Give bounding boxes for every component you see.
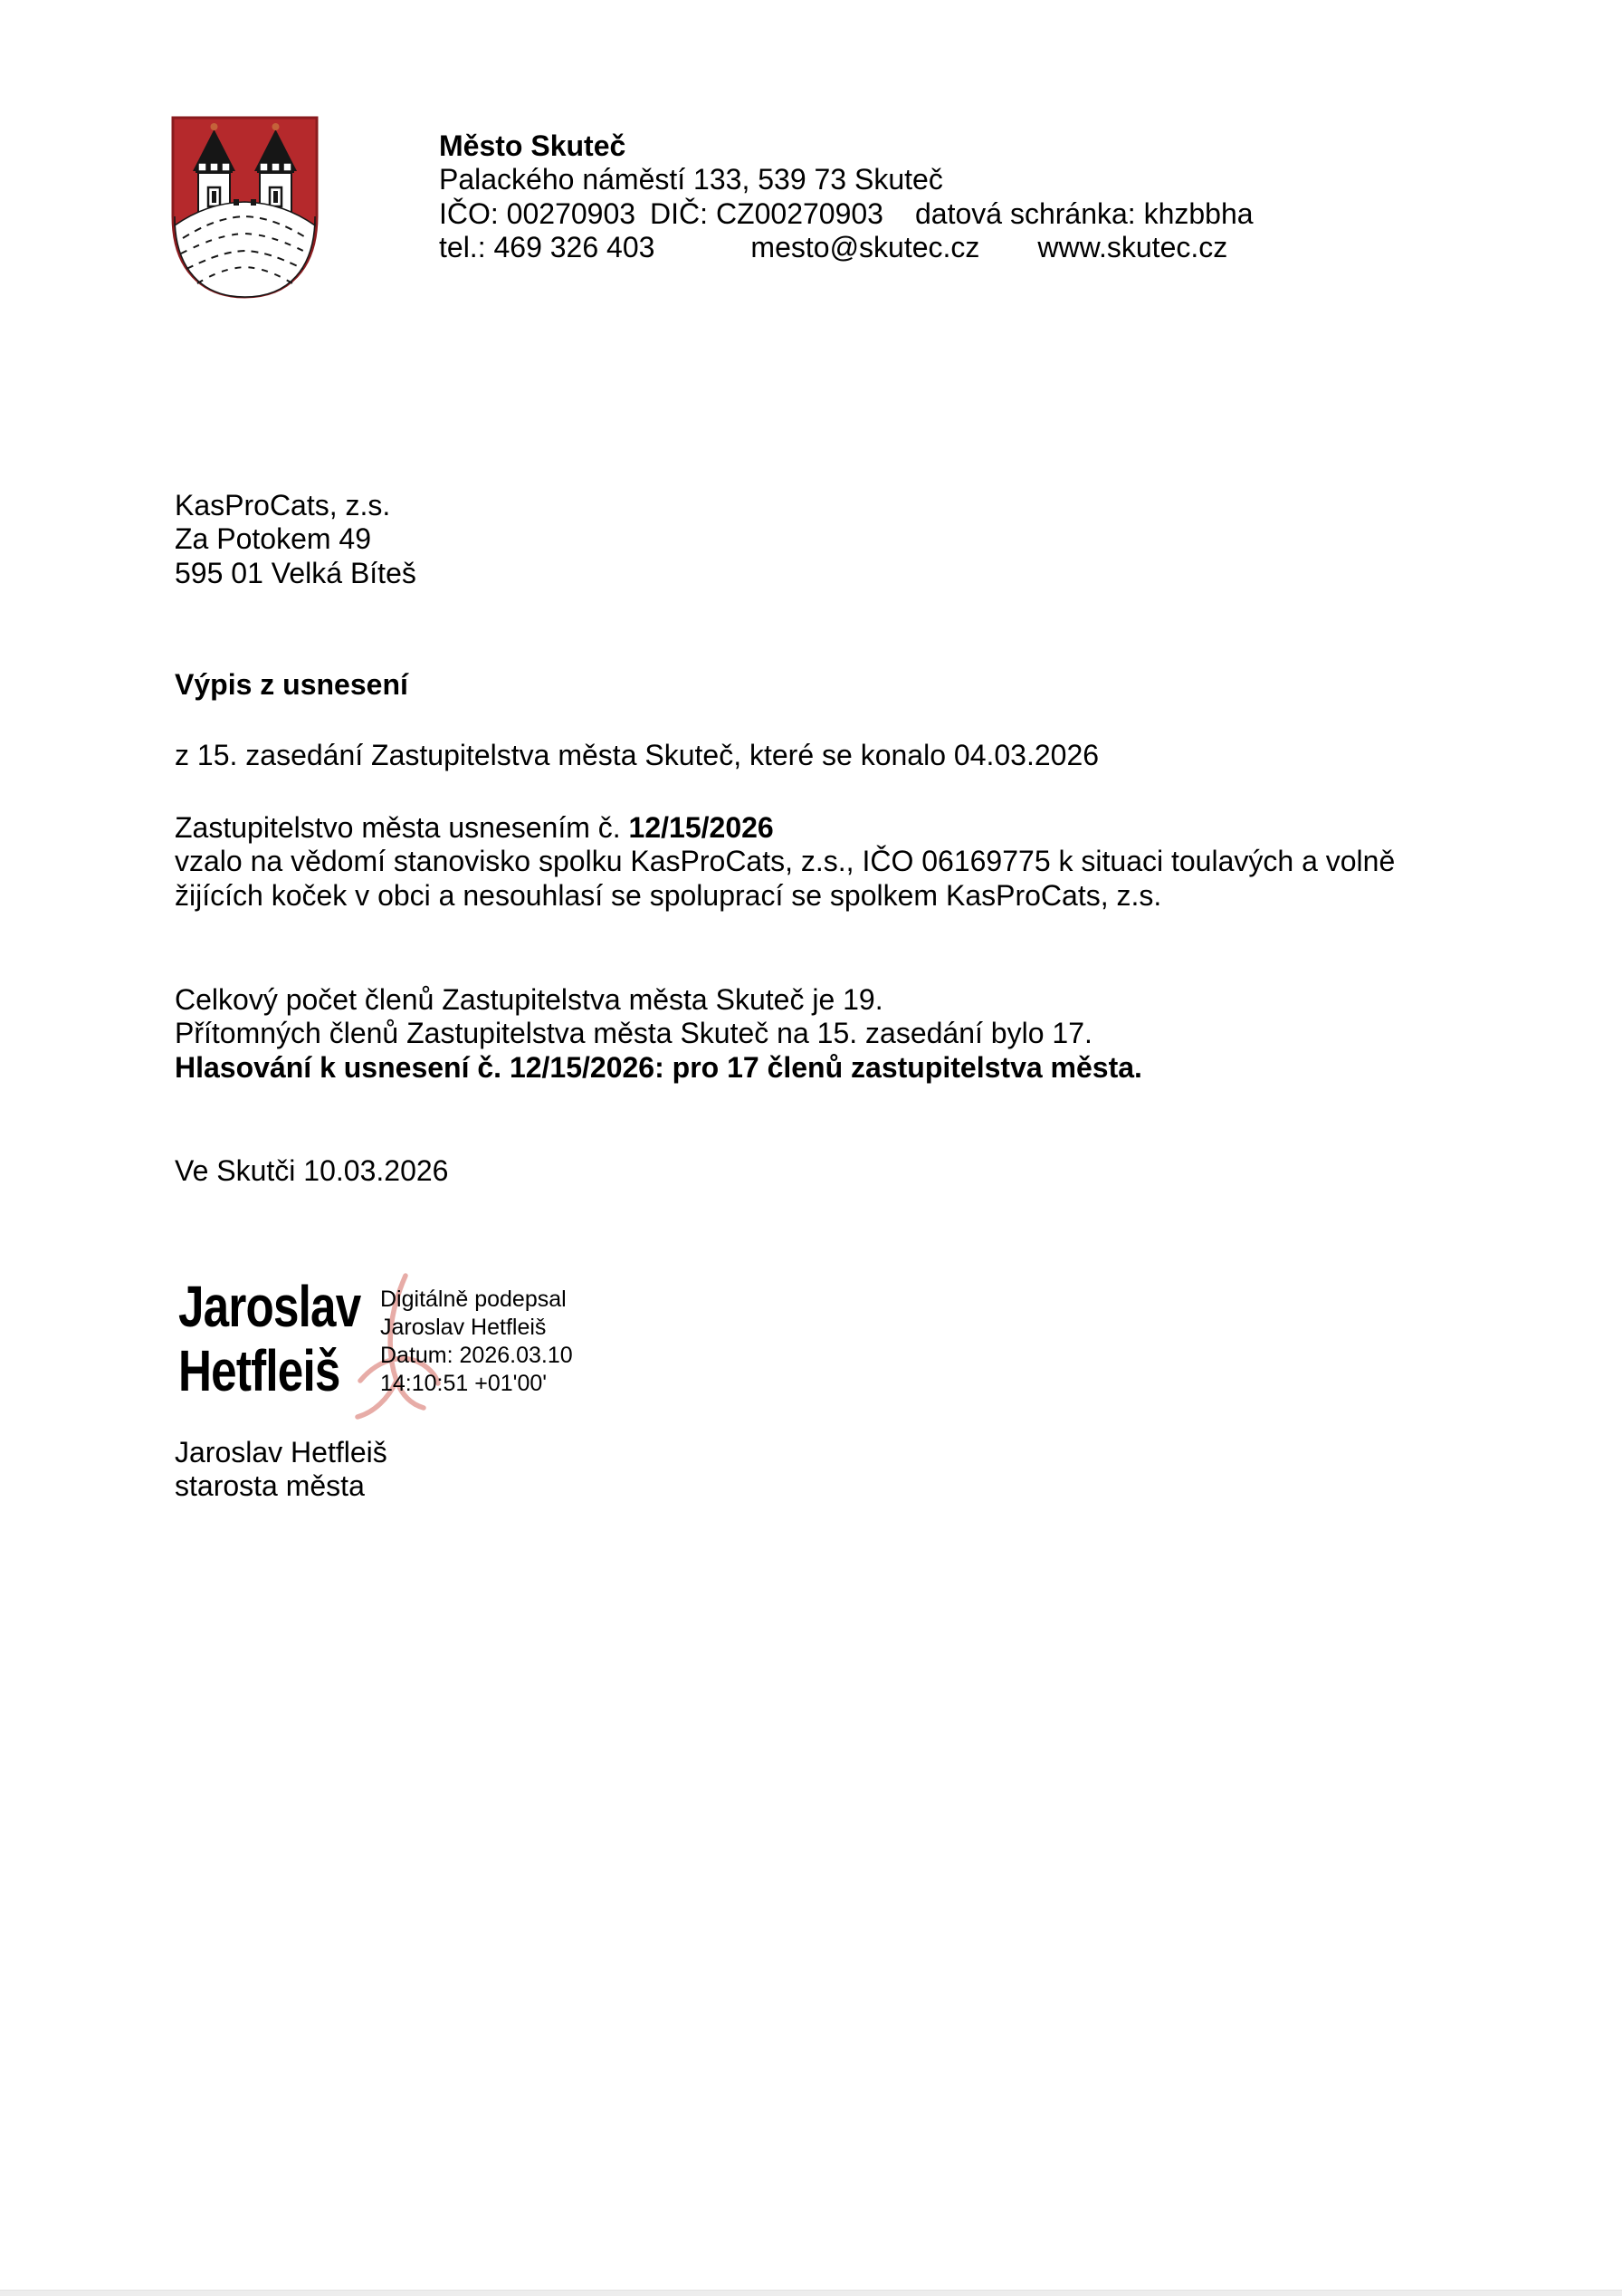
recipient-city: 595 01 Velká Bíteš	[175, 556, 416, 589]
voting-paragraph	[175, 983, 1142, 1085]
resolution-body-line2: žijících koček v obci a nesouhlasí se spoluprací se spolkem KasProCats, z.s.	[175, 878, 1162, 912]
recipient-street: Za Potokem 49	[175, 522, 371, 556]
org-registration-line	[439, 197, 1254, 231]
document-title: Výpis z usnesení	[175, 668, 408, 701]
org-website: www.skutec.cz	[1037, 231, 1228, 264]
place-date-line: Ve Skutči 10.03.2026	[175, 1154, 449, 1187]
org-contact-line	[439, 231, 1254, 264]
page-bottom-edge	[0, 2290, 1622, 2296]
org-phone: tel.: 469 326 403	[439, 231, 655, 264]
signature-detail-line2: Jaroslav Hetfleiš	[380, 1315, 547, 1340]
signature-name-line1: Jaroslav	[178, 1274, 361, 1339]
signer-name: Jaroslav Hetfleiš	[175, 1436, 387, 1468]
signature-detail-line1: Digitálně podepsal	[380, 1287, 567, 1312]
digital-signature-details	[380, 1286, 573, 1398]
org-ico: IČO: 00270903	[439, 196, 636, 230]
city-coat-of-arms-icon	[170, 115, 320, 300]
resolution-paragraph	[175, 811, 1395, 913]
org-name: Město Skuteč	[439, 129, 626, 162]
org-email: mesto@skutec.cz	[750, 231, 980, 264]
resolution-intro-line	[175, 811, 1395, 845]
signature-detail-line3: Datum: 2026.03.10	[380, 1343, 573, 1368]
crest-wall	[175, 199, 315, 297]
signer-block	[175, 1436, 387, 1504]
resolution-body-line1: vzalo na vědomí stanovisko spolku KasProCats, z.s., IČO 06169775 k situaci toulavých a volně	[175, 845, 1396, 878]
digital-signature-name	[178, 1275, 360, 1403]
voting-total-line: Celkový počet členů Zastupitelstva města Skuteč je 19.	[175, 983, 883, 1016]
voting-result-line: Hlasování k usnesení č. 12/15/2026: pro 17 členů zastupitelstva města.	[175, 1050, 1142, 1084]
signature-detail-line4: 14:10:51 +01'00'	[380, 1371, 548, 1396]
signature-name-line2: Hetfleiš	[178, 1338, 340, 1403]
org-databox: datová schránka: khzbbha	[914, 196, 1254, 230]
recipient-address	[175, 489, 416, 590]
voting-present-line: Přítomných členů Zastupitelstva města Skuteč na 15. zasedání bylo 17.	[175, 1017, 1092, 1050]
recipient-name: KasProCats, z.s.	[175, 489, 391, 521]
org-dic: DIČ: CZ00270903	[650, 196, 883, 230]
signer-title: starosta města	[175, 1469, 365, 1503]
letterhead	[439, 129, 1254, 265]
org-address: Palackého náměstí 133, 539 73 Skuteč	[439, 163, 943, 196]
session-line: z 15. zasedání Zastupitelstva města Skuteč, které se konalo 04.03.2026	[175, 739, 1100, 771]
resolution-number: 12/15/2026	[628, 811, 774, 844]
resolution-intro-text: Zastupitelstvo města usnesením č.	[175, 811, 629, 844]
